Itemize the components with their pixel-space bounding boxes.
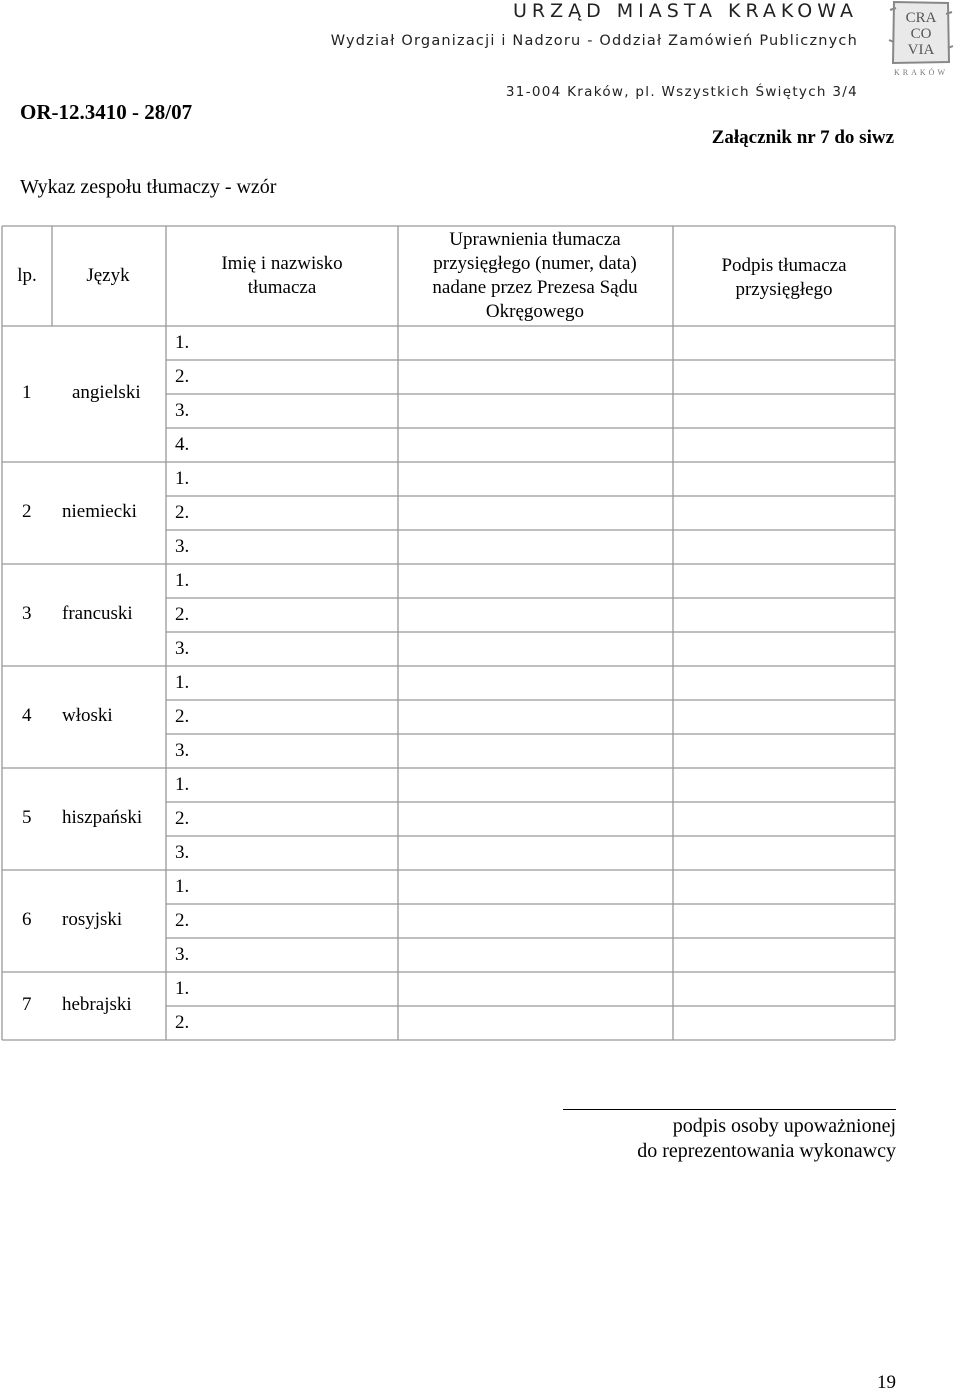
signature-caption-line: do reprezentowania wykonawcy [637, 1140, 896, 1162]
row-lp: 4 [22, 705, 32, 726]
header-license-line: Uprawnienia tłumacza [449, 229, 621, 250]
row-language: włoski [62, 705, 113, 726]
signature-caption [637, 1114, 896, 1164]
translator-slot-number: 3. [175, 536, 190, 557]
header-signature [673, 254, 895, 302]
row-language: hebrajski [62, 994, 132, 1015]
header-license [398, 228, 672, 324]
signature-line [563, 1109, 896, 1110]
row-language: rosyjski [62, 909, 123, 930]
translator-slot-number: 3. [175, 638, 190, 659]
header-name-line: tłumacza [247, 277, 317, 298]
logo-text-co: CO [910, 26, 932, 42]
translator-slot-number: 2. [175, 1012, 190, 1033]
signature-caption-line: podpis osoby upoważnionej [672, 1115, 896, 1137]
translator-slot-number: 3. [175, 944, 190, 965]
translator-slot-number: 2. [175, 808, 190, 829]
translator-slot-number: 2. [175, 366, 190, 387]
reference-number: OR-12.3410 - 28/07 [20, 100, 193, 124]
translator-slot-number: 1. [175, 774, 190, 795]
translator-slot-number: 1. [175, 978, 190, 999]
header-name [166, 252, 398, 300]
header-language: Język [86, 265, 130, 286]
row-language: francuski [62, 603, 133, 624]
row-language: angielski [72, 382, 141, 403]
translator-slot-number: 1. [175, 332, 190, 353]
logo-text-cra: CRA [905, 10, 937, 26]
logo-text-krakow: KRAKÓW [894, 68, 948, 77]
translator-slot-number: 1. [175, 672, 190, 693]
header-license-line: nadane przez Prezesa Sądu [432, 277, 638, 298]
translator-slot-number: 2. [175, 604, 190, 625]
header-license-line: Okręgowego [485, 301, 585, 322]
row-language: hiszpański [62, 807, 143, 828]
translator-slot-number: 2. [175, 910, 190, 931]
translator-slot-number: 4. [175, 434, 190, 455]
row-lp: 2 [22, 501, 32, 522]
translator-slot-number: 2. [175, 502, 190, 523]
header-signature-line: Podpis tłumacza [721, 255, 847, 276]
page-number: 19 [877, 1372, 896, 1393]
header-name-line: Imię i nazwisko [221, 253, 343, 274]
row-lp: 6 [22, 909, 32, 930]
translator-slot-number: 1. [175, 468, 190, 489]
translator-slot-number: 2. [175, 706, 190, 727]
office-address: 31-004 Kraków, pl. Wszystkich Świętych 3/4 [505, 84, 858, 100]
translator-slot-number: 1. [175, 570, 190, 591]
row-language: niemiecki [62, 501, 137, 522]
header-license-line: przysięgłego (numer, data) [433, 253, 637, 274]
translator-slot-number: 3. [175, 740, 190, 761]
header-lp: lp. [17, 265, 37, 286]
row-lp: 1 [22, 382, 32, 403]
row-lp: 7 [22, 994, 32, 1015]
translator-slot-number: 3. [175, 400, 190, 421]
header-signature-line: przysięgłego [735, 279, 833, 300]
translator-slot-number: 1. [175, 876, 190, 897]
row-lp: 3 [22, 603, 32, 624]
row-lp: 5 [22, 807, 32, 828]
department-name: Wydział Organizacji i Nadzoru - Oddział Zamówień Publicznych [330, 33, 858, 49]
translator-slot-number: 3. [175, 842, 190, 863]
attachment-label: Załącznik nr 7 do siwz [711, 127, 894, 148]
document-title: Wykaz zespołu tłumaczy - wzór [20, 176, 277, 198]
logo-text-via: VIA [907, 42, 935, 58]
office-name: URZĄD MIASTA KRAKOWA [512, 0, 858, 22]
